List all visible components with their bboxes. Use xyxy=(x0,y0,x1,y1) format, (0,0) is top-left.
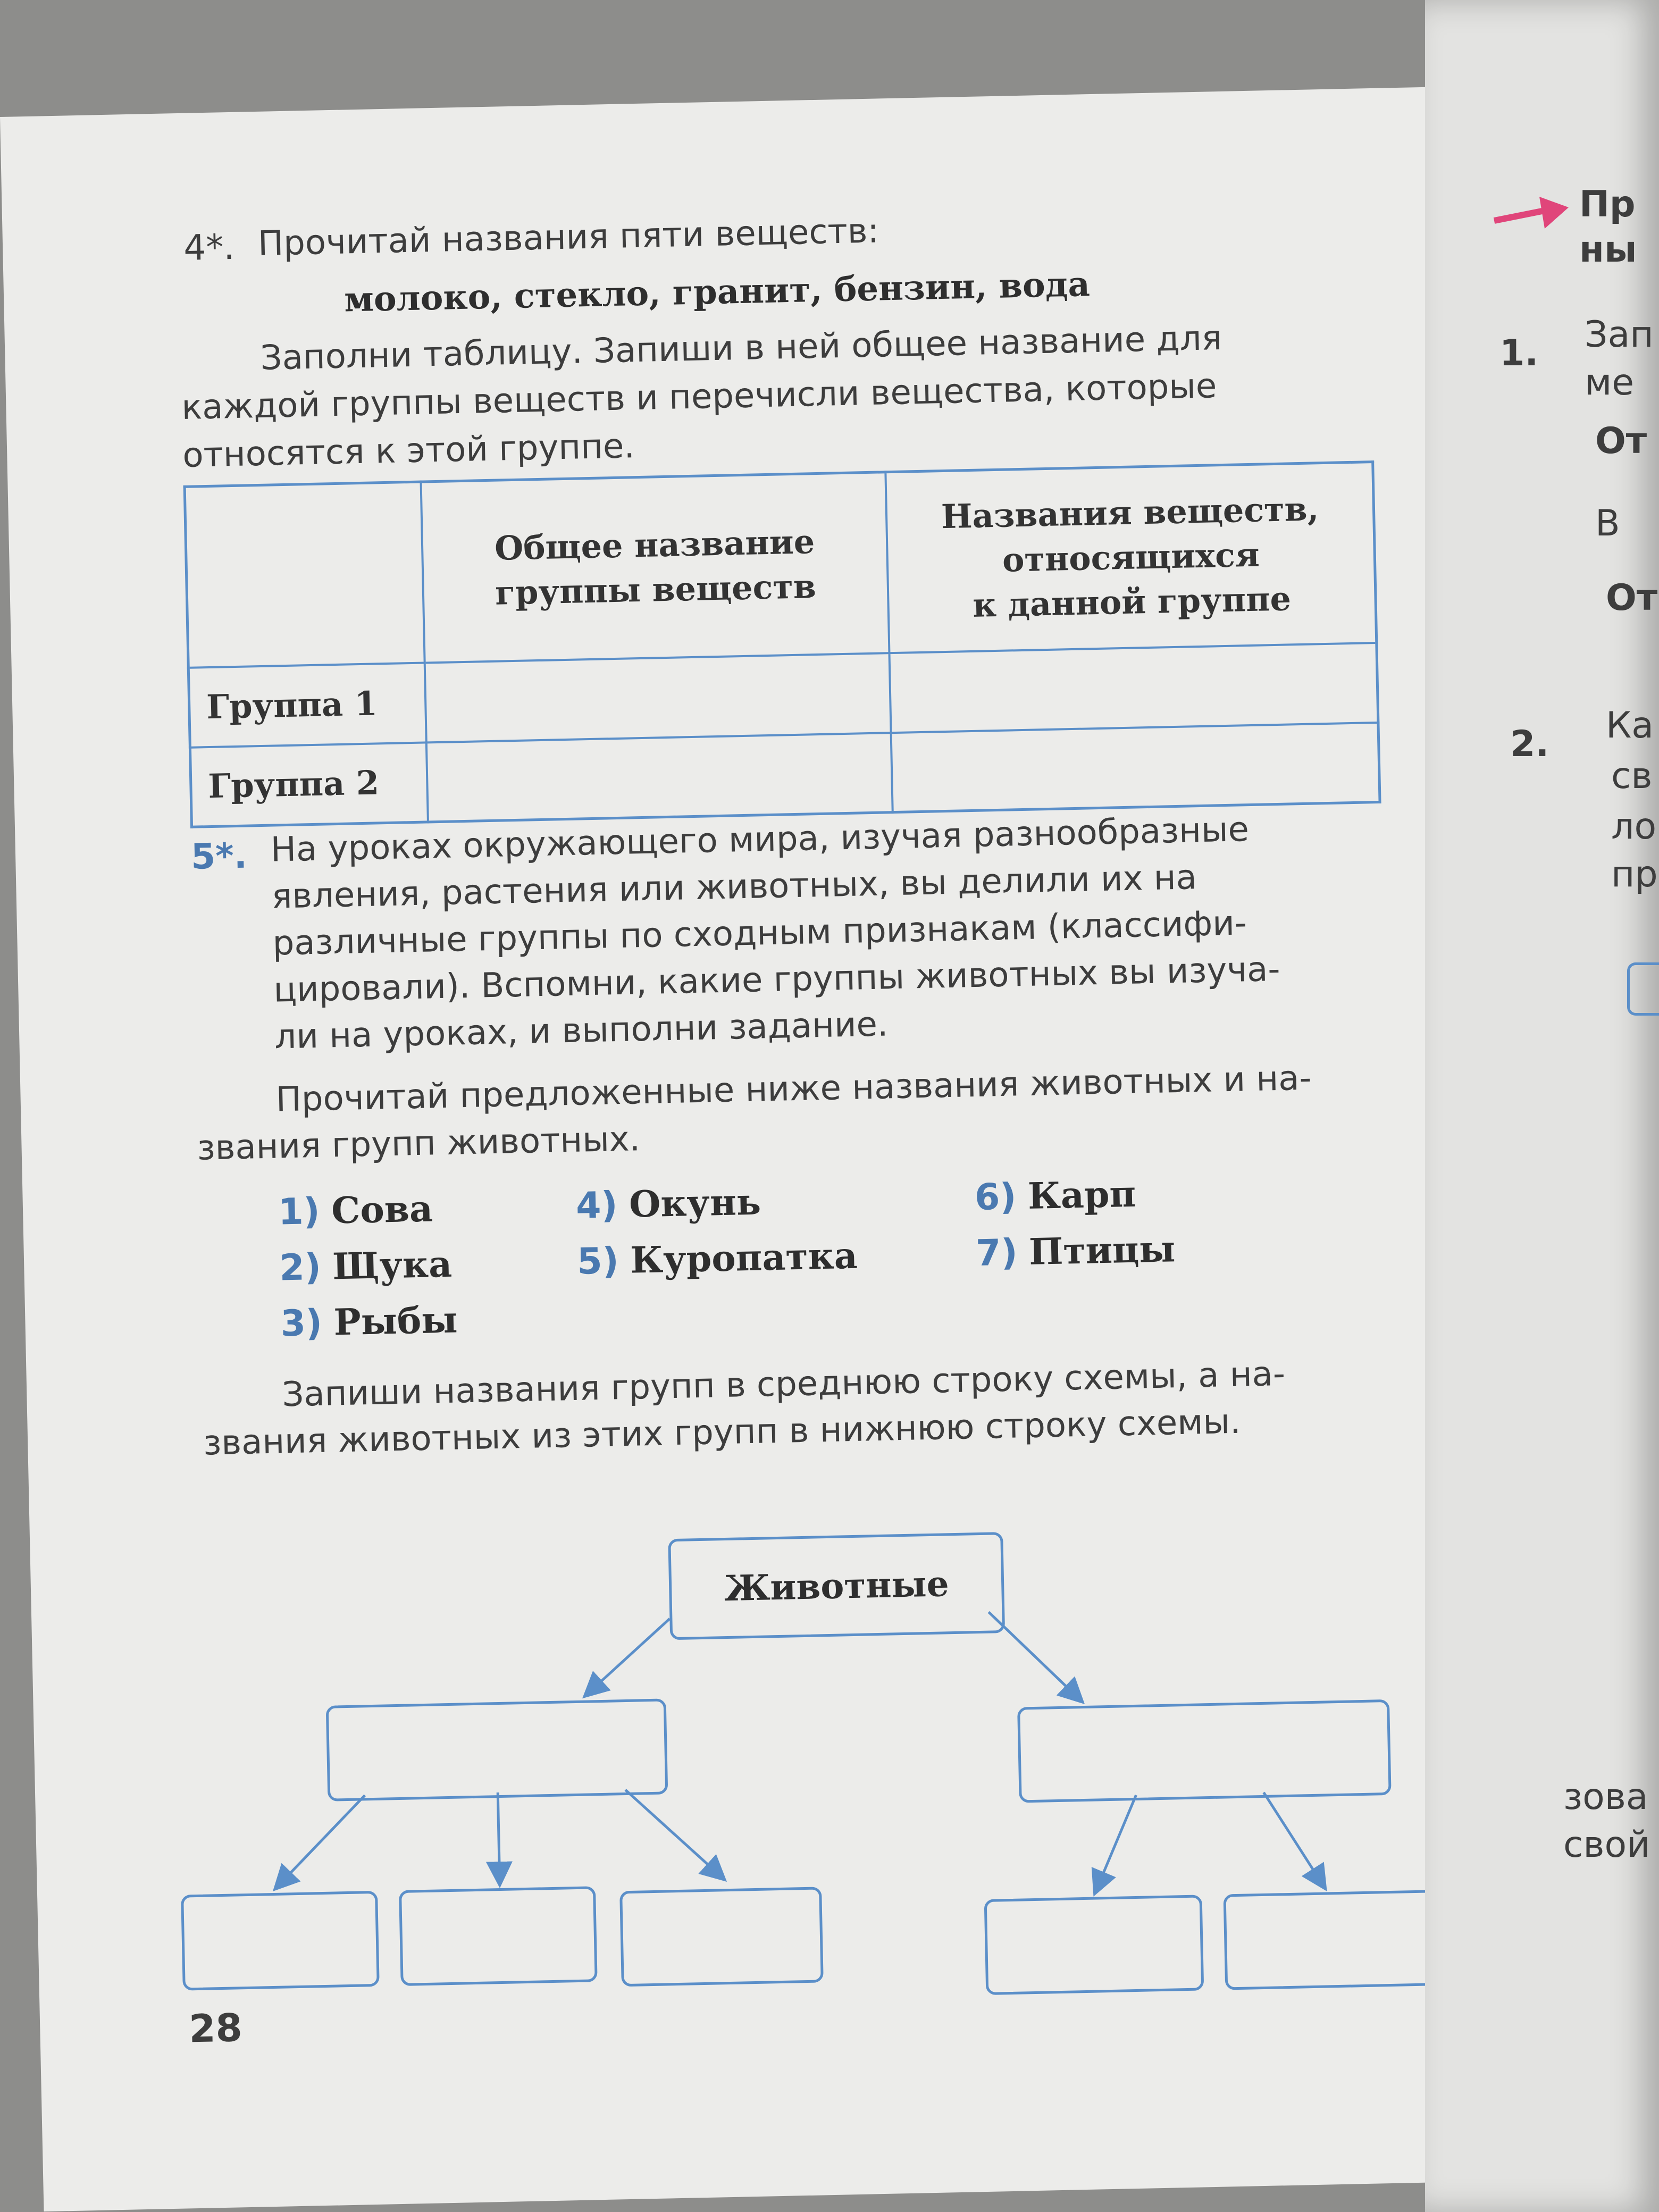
right-frag-11: пр xyxy=(1611,853,1658,895)
right-num-1: 1. xyxy=(1499,332,1539,374)
header-substances-line3: к данной группе xyxy=(972,579,1292,625)
row-label-group2: Группа 2 xyxy=(190,742,428,827)
item-name: Сова xyxy=(331,1187,433,1233)
item-name: Птицы xyxy=(1028,1228,1176,1273)
task5-para1-line2: явления, растения или животных, вы делили их на xyxy=(271,858,1197,917)
scheme-root-box: Животные xyxy=(668,1532,1005,1640)
task4-instruction-line2: каждой группы веществ и перечисли вещества, которые xyxy=(181,366,1217,428)
item-number: 7) xyxy=(975,1231,1018,1275)
task4-instruction-line1: Заполни таблицу. Запиши в ней общее название для xyxy=(259,318,1222,378)
scheme-animal-box-1[interactable] xyxy=(181,1891,380,1991)
task4-instruction-line3: относятся к этой группе. xyxy=(182,426,635,475)
arrow-group1-to-animal1 xyxy=(274,1795,367,1888)
header-substances-line1: Названия веществ, xyxy=(941,489,1319,536)
item-number: 1) xyxy=(278,1190,321,1234)
task5-para3-line1: Запиши названия групп в среднюю строку схемы, а на- xyxy=(281,1354,1286,1415)
right-frag-13: свой xyxy=(1563,1824,1650,1866)
item-name: Карп xyxy=(1027,1172,1137,1218)
task4-substances: молоко, стекло, гранит, бензин, вода xyxy=(343,264,1091,320)
task4-number: 4*. xyxy=(183,226,236,269)
scheme-animal-box-4[interactable] xyxy=(984,1895,1204,1995)
task5-number: 5*. xyxy=(190,835,248,877)
task5-para3-line2: звания животных из этих групп в нижнюю строку схемы. xyxy=(203,1402,1242,1463)
right-frag-6: В xyxy=(1595,502,1620,544)
header-group-name-line1: Общее название xyxy=(494,522,815,568)
item-name: Рыбы xyxy=(333,1298,458,1344)
task5-para1-line4: цировали). Вспомни, какие группы животных вы изуча- xyxy=(273,949,1281,1010)
scheme-animal-box-2[interactable] xyxy=(399,1886,598,1986)
right-frag-8: Ка xyxy=(1606,705,1654,747)
right-frag-5: От xyxy=(1595,420,1647,462)
item-number: 3) xyxy=(280,1302,323,1345)
right-frag-10: ло xyxy=(1611,806,1657,848)
item-name: Окунь xyxy=(629,1180,761,1226)
right-frag-12: зова xyxy=(1563,1776,1648,1818)
arrow-group2-to-animal1 xyxy=(1094,1795,1138,1892)
scheme-group2-box[interactable] xyxy=(1017,1699,1392,1803)
header-substances-line2: относящихся xyxy=(1002,535,1260,580)
item-number: 4) xyxy=(575,1184,618,1227)
task5-para1-line3: различные группы по сходным признакам (классифи- xyxy=(272,903,1247,963)
right-frag-1: Пр xyxy=(1579,183,1636,225)
scheme-animal-box-3[interactable] xyxy=(619,1887,824,1987)
scheme-animal-box-5[interactable] xyxy=(1224,1890,1444,1990)
right-page xyxy=(1425,0,1659,2212)
task5-para2-line1: Прочитай предложенные ниже названия животных и на- xyxy=(275,1058,1312,1120)
header-group-name-line2: группы веществ xyxy=(495,566,817,613)
right-frag-7: От xyxy=(1606,577,1658,619)
arrow-group2-to-animal2 xyxy=(1264,1791,1325,1888)
right-frag-9: св xyxy=(1611,755,1653,797)
task4-intro: Прочитай названия пяти веществ: xyxy=(257,211,879,264)
item-name: Щука xyxy=(332,1243,453,1288)
item-name: Куропатка xyxy=(630,1234,858,1282)
item-number: 2) xyxy=(279,1246,322,1289)
arrow-group1-to-animal3 xyxy=(625,1788,723,1880)
right-num-2: 2. xyxy=(1510,723,1549,765)
page-number: 28 xyxy=(188,2005,243,2051)
right-box-fragment xyxy=(1627,962,1659,1016)
scheme-group1-box[interactable] xyxy=(326,1698,668,1801)
arrow-group1-to-animal2 xyxy=(498,1792,500,1883)
left-page xyxy=(0,86,1511,2211)
task5-para2-line2: звания групп животных. xyxy=(196,1119,641,1168)
task5-para1-line5: ли на уроках, и выполни задание. xyxy=(274,1004,889,1057)
right-frag-4: ме xyxy=(1585,362,1635,404)
row-label-group1: Группа 1 xyxy=(188,663,426,747)
pink-arrow-icon xyxy=(1489,191,1574,245)
right-frag-3: Зап xyxy=(1585,314,1654,356)
arrow-root-to-group1 xyxy=(584,1619,671,1695)
right-frag-2: ны xyxy=(1579,229,1637,271)
task5-para1-line1: На уроках окружающего мира, изучая разнообразные xyxy=(270,810,1250,870)
item-number: 5) xyxy=(576,1240,619,1283)
item-number: 6) xyxy=(974,1176,1017,1219)
